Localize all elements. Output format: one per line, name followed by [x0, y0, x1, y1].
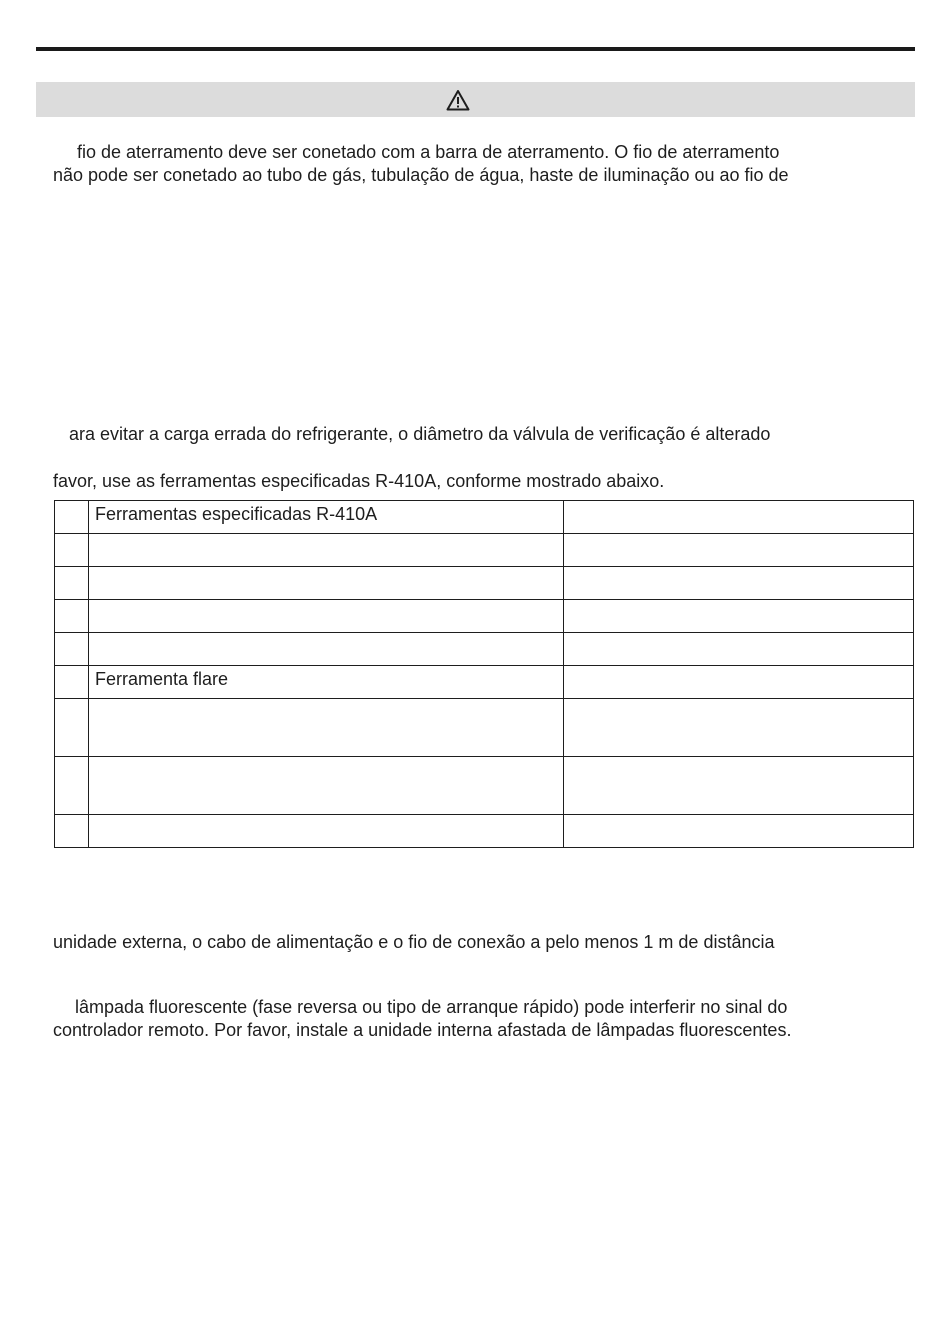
tool-name-cell [89, 757, 564, 815]
tool-description-cell [564, 501, 914, 534]
tool-description-cell [564, 815, 914, 848]
tool-name-cell [89, 699, 564, 757]
row-number-cell [55, 501, 89, 534]
grounding-paragraph-line-2: não pode ser conetado ao tubo de gás, tubulação de água, haste de iluminação ou ao fio de [53, 165, 789, 185]
row-number-cell [55, 815, 89, 848]
tool-description-cell [564, 666, 914, 699]
fluorescent-paragraph-line-1: lâmpada fluorescente (fase reversa ou tipo de arranque rápido) pode interferir no sinal do [75, 997, 788, 1017]
tool-name-cell [89, 534, 564, 567]
table-row [55, 815, 914, 848]
tool-description-cell [564, 567, 914, 600]
row-number-cell [55, 699, 89, 757]
warning-bar [36, 82, 915, 117]
row-number-cell [55, 534, 89, 567]
grounding-paragraph-line-1: fio de aterramento deve ser conetado com a barra de aterramento. O fio de aterramento [77, 142, 780, 162]
tool-name-cell [89, 815, 564, 848]
table-row [55, 666, 914, 699]
row-number-cell [55, 633, 89, 666]
table-row [55, 501, 914, 534]
refrigerant-paragraph-line-2: favor, use as ferramentas especificadas R-410A, conforme mostrado abaixo. [53, 471, 665, 491]
table-row [55, 699, 914, 757]
fluorescent-paragraph-line-2: controlador remoto. Por favor, instale a unidade interna afastada de lâmpadas fluorescentes. [53, 1020, 792, 1040]
tool-name-cell [89, 600, 564, 633]
header-rule [36, 47, 915, 51]
tool-description-cell [564, 757, 914, 815]
table-row [55, 757, 914, 815]
table-row [55, 600, 914, 633]
outdoor-unit-paragraph: unidade externa, o cabo de alimentação e o fio de conexão a pelo menos 1 m de distância [53, 932, 775, 952]
tool-name-cell: Ferramenta flare [89, 666, 564, 699]
tool-description-cell [564, 699, 914, 757]
tool-name-cell [89, 633, 564, 666]
row-number-cell [55, 757, 89, 815]
warning-triangle-icon [446, 89, 470, 111]
tool-name-cell: Ferramentas especificadas R-410A [89, 501, 564, 534]
table-row [55, 567, 914, 600]
row-number-cell [55, 666, 89, 699]
r410a-tools-table [54, 500, 914, 848]
table-row [55, 534, 914, 567]
table-row [55, 633, 914, 666]
tool-name-cell [89, 567, 564, 600]
tool-description-cell [564, 534, 914, 567]
row-number-cell [55, 567, 89, 600]
tool-description-cell [564, 633, 914, 666]
row-number-cell [55, 600, 89, 633]
tool-description-cell [564, 600, 914, 633]
refrigerant-paragraph-line-1: ara evitar a carga errada do refrigerante, o diâmetro da válvula de verificação é alterado [69, 424, 771, 444]
